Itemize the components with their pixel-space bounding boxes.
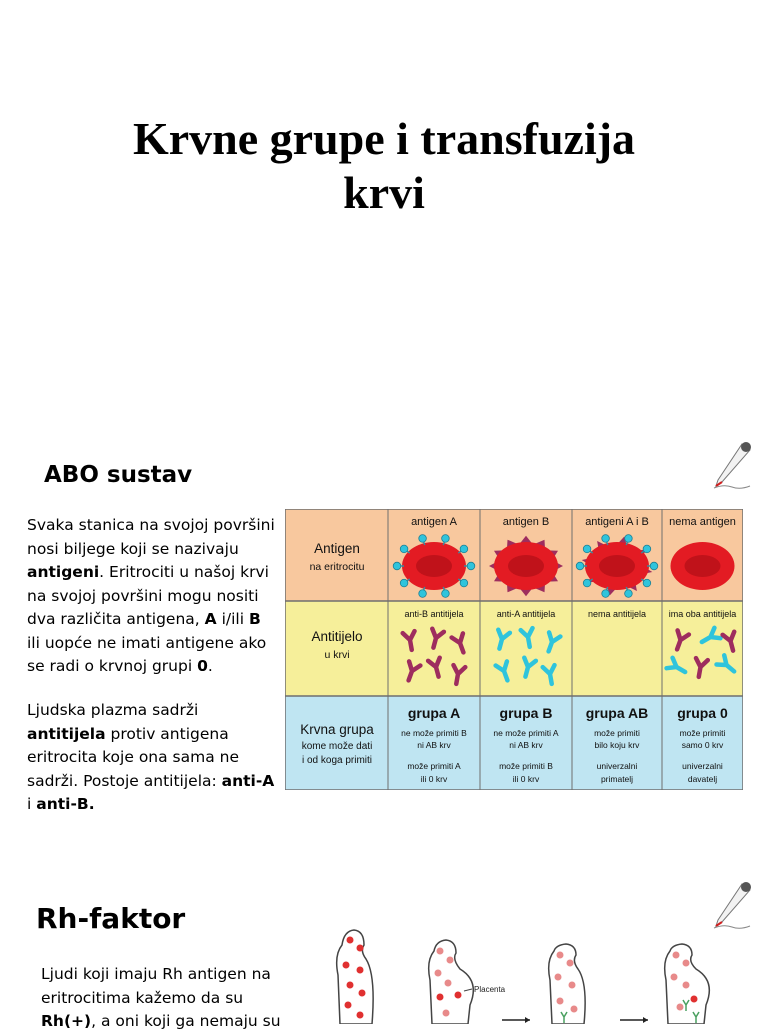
row-label: Antigen [314, 541, 360, 556]
group-note: može primiti B [499, 761, 553, 771]
text-run: . Eritrociti u našoj krvi na svojoj površini mogu nositi dva različita antigena, [27, 563, 269, 628]
bold-term: A [204, 610, 217, 628]
group-name: grupa 0 [677, 705, 728, 721]
red-blood-cell-center [685, 555, 721, 577]
antibody-header: anti-B antitijela [404, 609, 464, 619]
group-note: može primiti [679, 728, 726, 738]
rh-heading: Rh-faktor [36, 902, 186, 935]
placenta-label: Placenta [474, 985, 506, 994]
body-figure-4 [665, 944, 710, 1024]
body-figure-3 [549, 944, 585, 1024]
antigen-a-marker [650, 562, 658, 570]
page-title [0, 112, 768, 220]
group-note: ne može primiti A [493, 728, 559, 738]
bold-term: antigeni [27, 563, 100, 581]
bold-term: anti-B. [36, 795, 95, 813]
text-run: i [27, 795, 37, 813]
arrow-1 [502, 1017, 530, 1023]
title-line-1: Krvne grupe i transfuzija [132, 113, 636, 164]
group-note: ni AB krv [417, 740, 451, 750]
arrow-2 [620, 1017, 648, 1023]
row-label: Krvna grupa [300, 722, 374, 737]
row-label-sub: u krvi [324, 649, 350, 661]
text-run: Svaka stanica na svojoj površini nosi biljege koji se nazivaju [27, 516, 275, 558]
red-blood-cell-center [416, 555, 452, 577]
antigen-a-marker [460, 579, 468, 587]
antigen-a-marker [602, 535, 610, 543]
group-note: univerzalni [682, 761, 723, 771]
bold-term: antitijela [27, 724, 106, 743]
blood-group-table [285, 509, 743, 790]
antigen-a-marker [400, 545, 408, 553]
group-note: može primiti A [407, 761, 461, 771]
antibody-header: nema antitijela [587, 609, 647, 619]
red-blood-cell-center [599, 555, 635, 577]
rh-paragraph [41, 963, 281, 1034]
row-label-sub: na eritrocitu [309, 561, 365, 573]
abo-heading: ABO sustav [44, 462, 193, 488]
bold-term: B [248, 610, 261, 628]
antigen-a-marker [583, 545, 591, 553]
row-label-sub: i od koga primiti [301, 755, 373, 766]
antigen-a-marker [602, 590, 610, 598]
group-note: ni AB krv [509, 740, 543, 750]
abo-paragraph-1 [27, 514, 277, 679]
group-note: bilo koju krv [594, 740, 640, 750]
body-figure-1 [337, 930, 373, 1024]
group-name: grupa A [407, 705, 461, 721]
abo-paragraph-2 [27, 699, 277, 817]
group-note: ne može primiti B [401, 728, 467, 738]
group-note: samo 0 krv [681, 740, 724, 750]
antigen-a-marker [625, 590, 633, 598]
group-note: primatelj [600, 774, 634, 784]
text-run: Ljudi koji imaju Rh antigen na eritrocitima kažemo da su [41, 965, 271, 1007]
group-note: ili 0 krv [512, 774, 540, 784]
text-run: ili uopće ne imati antigene ako se radi o krvnoj grupi [27, 633, 267, 675]
group-note: davatelj [687, 774, 718, 784]
antigen-a-marker [576, 562, 584, 570]
antigen-a-marker [583, 579, 591, 587]
bold-term: anti-A [221, 771, 275, 790]
antigen-a-marker [442, 590, 450, 598]
antigen-a-marker [625, 535, 633, 543]
antigen-a-marker [643, 545, 651, 553]
group-note: ili 0 krv [420, 774, 448, 784]
text-run: , a oni koji ga nemaju su [91, 1012, 281, 1030]
group-name: grupa B [499, 705, 553, 721]
body-figure-2 [429, 940, 506, 1024]
pen-icon [712, 880, 754, 930]
antigen-a-marker [393, 562, 401, 570]
group-note: može primiti [594, 728, 640, 738]
antibody-header: ima oba antitijela [668, 609, 737, 619]
title-line-2: krvi [343, 167, 425, 218]
bold-term: 0 [197, 657, 208, 675]
group-note: univerzalni [596, 761, 638, 771]
rh-pregnancy-illustration [320, 925, 750, 1024]
antibody-header: anti-A antitijela [496, 609, 556, 619]
pen-icon [712, 440, 754, 490]
text-run: protiv antigena eritrocita koje ona sama ne sadrži. Postoje antitijela: [27, 724, 240, 790]
text-run: Ljudska plazma sadrži [27, 701, 199, 719]
antigen-header: antigen A [411, 516, 457, 528]
text-run: i/ili [216, 610, 249, 628]
antigen-a-marker [419, 535, 427, 543]
antigen-a-marker [442, 535, 450, 543]
antigen-header: antigen B [502, 516, 550, 528]
bold-term: Rh(+) [41, 1012, 92, 1030]
antigen-a-marker [400, 579, 408, 587]
group-name: grupa AB [585, 705, 649, 721]
antigen-a-marker [467, 562, 475, 570]
row-label: Antitijelo [311, 629, 363, 644]
antigen-header: antigeni A i B [585, 516, 649, 528]
row-label-sub: kome može dati [301, 741, 373, 752]
red-blood-cell-center [508, 555, 544, 577]
text-run: . [207, 657, 213, 675]
antigen-header: nema antigen [669, 516, 736, 528]
antigen-a-marker [643, 579, 651, 587]
antigen-a-marker [460, 545, 468, 553]
antigen-a-marker [419, 590, 427, 598]
